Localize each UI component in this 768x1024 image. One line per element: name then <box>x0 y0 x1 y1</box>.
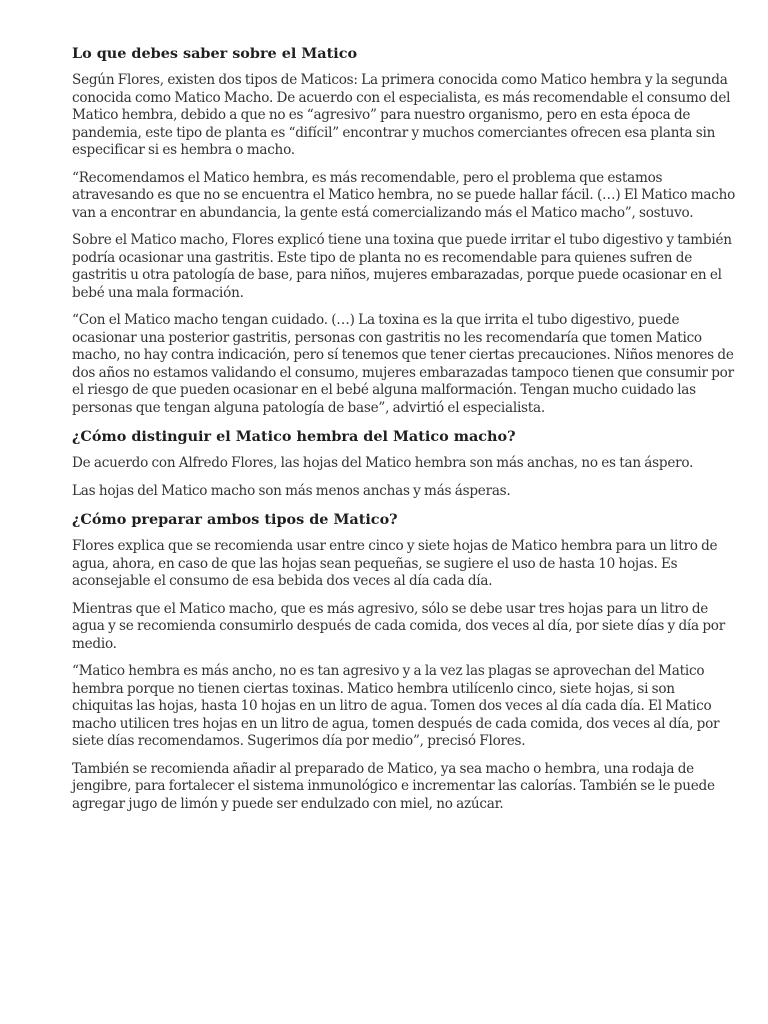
paragraph: De acuerdo con Alfredo Flores, las hojas del Matico hembra son más anchas, no es tan áspero. <box>72 455 694 471</box>
paragraph: Mientras que el Matico macho, que es más agresivo, sólo se debe usar tres hojas para un litro de agua y se recomienda consumirlo después de cada comida, dos veces al día, por siete días y día por medio. <box>72 600 725 652</box>
paragraph: Las hojas del Matico macho son más menos anchas y más ásperas. <box>72 482 511 499</box>
paragraph: Sobre el Matico macho, Flores explicó tiene una toxina que puede irritar el tubo digestivo y también podría ocasionar una gastritis. Este tipo de planta no es recomendable para quienes sufren de gastritis u otra patología de base, para niños, mujeres embarazadas, porque puede ocasionar en el bebé una mala formación. <box>72 232 732 301</box>
paragraph: “Matico hembra es más ancho, no es tan agresivo y a la vez las plagas se aprovechan del Matico hembra porque no tienen ciertas toxinas. Matico hembra utilícenlo cinco, siete hojas, si son chiquitas las hojas, hasta 10 hojas en un litro de agua. Tomen dos veces al día cada día. El Matico macho utilicen tres hojas en un litro de agua, tomen después de cada comida, dos veces al día, por siete días recomendamos. Sugerimos día por medio”, precisó Flores. <box>72 663 720 749</box>
paragraph: “Recomendamos el Matico hembra, es más recomendable, pero el problema que estamos atravesando es que no se encuentra el Matico hembra, no se puede hallar fácil. (…) El Matico macho van a encontrar en abundancia, la gente está comercializando más el Matico macho”, sostuvo. <box>72 169 736 221</box>
paragraph: “Con el Matico macho tengan cuidado. (…) La toxina es la que irrita el tubo digestivo, puede ocasionar una posterior gastritis, personas con gastritis no les recomendaría que tomen Matico macho, no hay contra indicación, pero sí tenemos que tener ciertas precauciones. Niños menores de dos años no estamos validando el consumo, mujeres embarazadas tampoco tienen que consumir por el riesgo de que pueden ocasionar en el bebé alguna malformación. Tengan mucho cuidado las personas que tengan alguna patología de base”, advirtió el especialista. <box>72 312 734 416</box>
paragraph: También se recomienda añadir al preparado de Matico, ya sea macho o hembra, una rodaja de jengibre, para fortalecer el sistema inmunológico e incrementar las calorías. También se le puede agregar jugo de limón y puede ser endulzado con miel, no azúcar. <box>72 760 715 812</box>
section-heading-matico-info: Lo que debes saber sobre el Matico <box>72 45 358 62</box>
paragraph: Según Flores, existen dos tipos de Maticos: La primera conocida como Matico hembra y la segunda conocida como Matico Macho. De acuerdo con el especialista, es más recomendable el consumo del Matico hembra, debido a que no es “agresivo” para nuestro organismo, pero en esta época de pandemia, este tipo de planta es “difícil” encontrar y muchos comerciantes ofrecen esa planta sin especificar si es hembra o macho. <box>72 72 731 158</box>
section-heading-distinguish: ¿Cómo distinguir el Matico hembra del Matico macho? <box>72 428 516 445</box>
section-heading-preparation: ¿Cómo preparar ambos tipos de Matico? <box>72 511 398 528</box>
paragraph: Flores explica que se recomienda usar entre cinco y siete hojas de Matico hembra para un litro de agua, ahora, en caso de que las hojas sean pequeñas, se sugiere el uso de hasta 10 hojas. Es aconsejable el consumo de esa bebida dos veces al día cada día. <box>72 538 718 589</box>
